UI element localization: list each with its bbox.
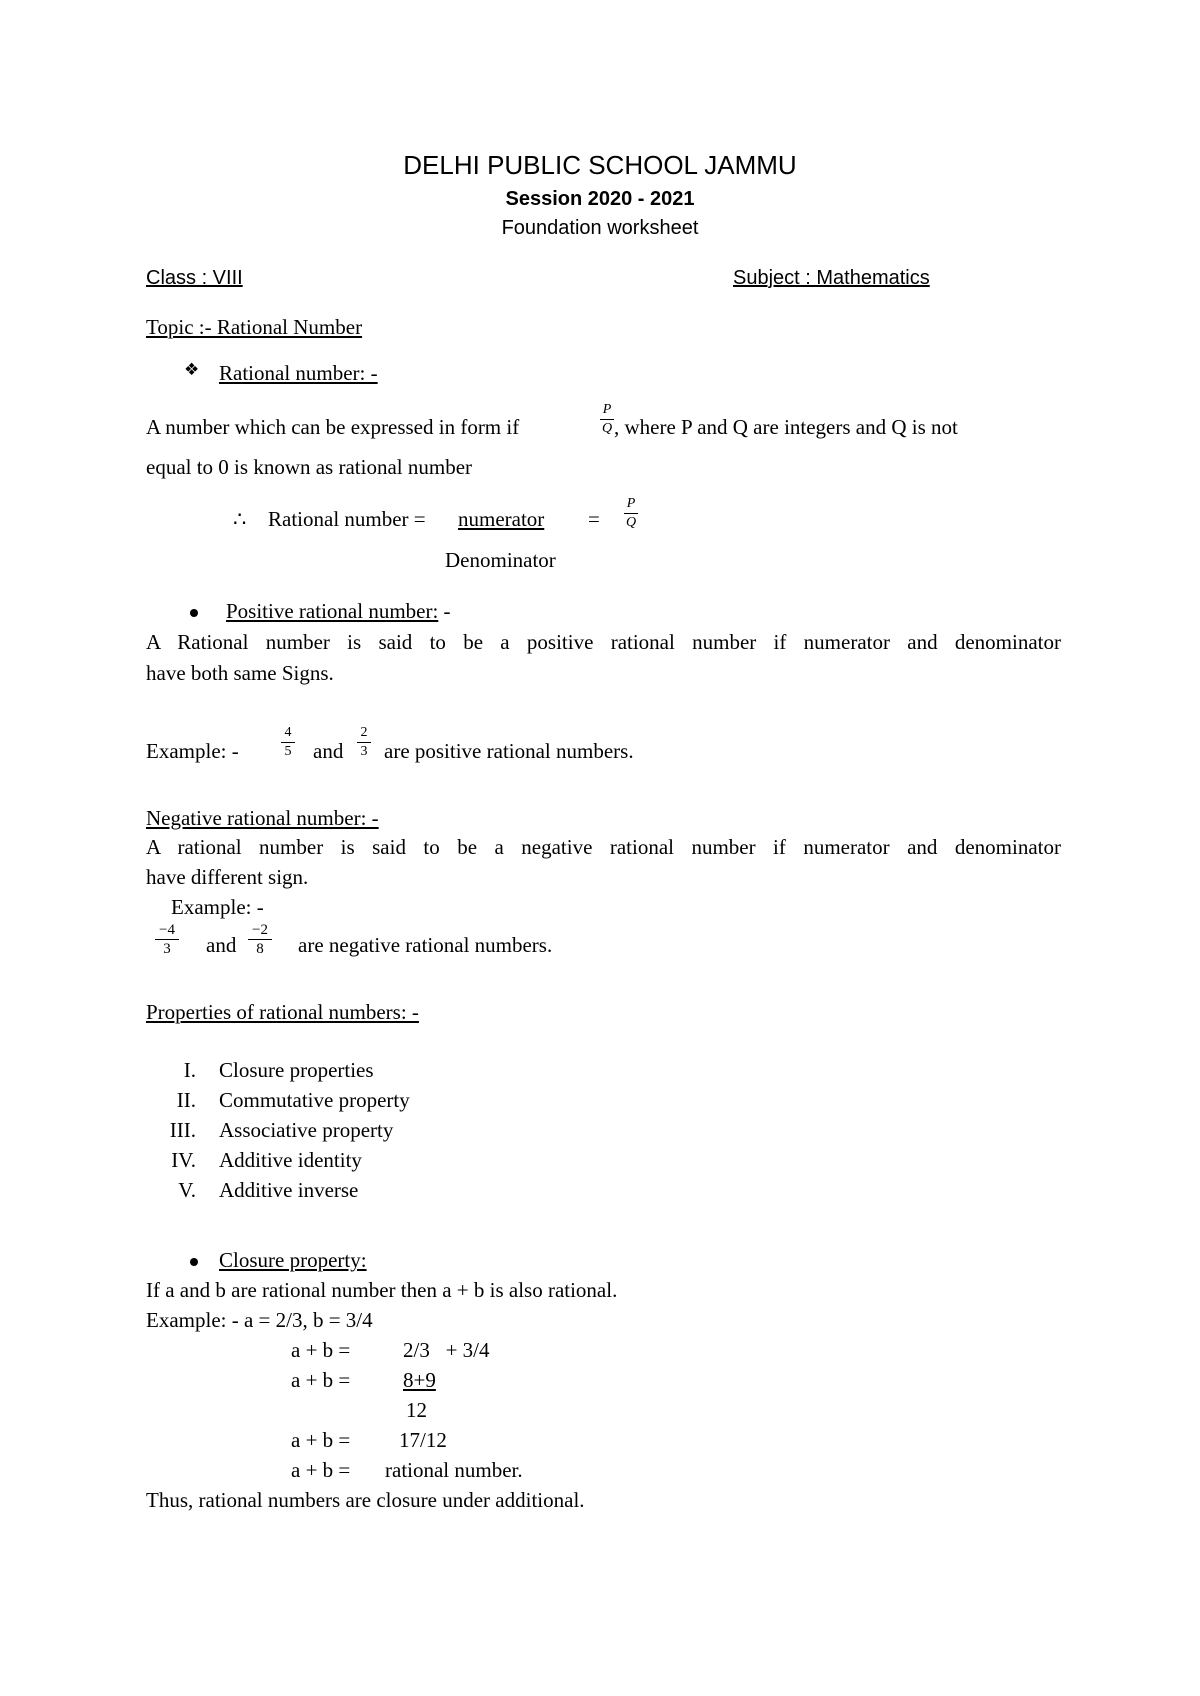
bullet-icon <box>190 609 198 617</box>
negative-heading: Negative rational number: - <box>146 806 379 830</box>
fraction-numerator: −4 <box>159 922 175 938</box>
list-item-number: V. <box>178 1178 196 1202</box>
negative-definition-line2: have different sign. <box>146 865 309 889</box>
rational-heading: Rational number: - <box>219 361 378 385</box>
fraction-denominator: 8 <box>256 941 264 957</box>
list-item-number: I. <box>183 1058 196 1082</box>
negative-example-label: Example: - <box>171 895 264 919</box>
fraction-4-over-5 <box>281 725 295 760</box>
rational-definition-part2: , where P and Q are integers and Q is not <box>614 415 958 439</box>
list-item: Associative property <box>219 1118 394 1142</box>
negative-example-tail: are negative rational numbers. <box>298 933 553 957</box>
closure-conclusion: Thus, rational numbers are closure under additional. <box>146 1488 585 1512</box>
fraction-numerator: P <box>602 402 612 417</box>
step-lhs: a + b = <box>291 1458 351 1482</box>
step-lhs: a + b = <box>291 1338 351 1362</box>
step-rhs: 8+9 <box>403 1368 436 1392</box>
fraction-numerator: 2 <box>360 725 368 740</box>
fraction-denominator: Q <box>601 421 613 436</box>
fraction-p-over-q <box>600 402 614 437</box>
and-text: and <box>206 933 237 957</box>
step-rhs: rational number. <box>385 1458 523 1482</box>
properties-heading: Properties of rational numbers: - <box>146 1000 419 1024</box>
topic: Topic :- Rational Number <box>146 315 363 339</box>
positive-heading: Positive rational number: <box>226 599 439 623</box>
fraction-2-over-3 <box>357 725 371 760</box>
positive-heading-suffix: - <box>443 599 451 623</box>
formula-numerator: numerator <box>458 507 545 531</box>
step-lhs: a + b = <box>291 1368 351 1392</box>
positive-definition-line1: A Rational number is said to be a positive rational number if numerator and denominator <box>146 630 1061 654</box>
closure-example: Example: - a = 2/3, b = 3/4 <box>146 1308 373 1332</box>
list-item: Commutative property <box>219 1088 410 1112</box>
positive-example-label: Example: - <box>146 739 239 763</box>
bullet-icon <box>190 1258 198 1266</box>
list-item-number: III. <box>169 1118 196 1142</box>
fraction-denominator: 3 <box>360 744 368 759</box>
list-item-number: IV. <box>171 1148 196 1172</box>
formula-fraction <box>624 496 638 531</box>
rational-definition-part1: A number which can be expressed in form if <box>146 415 520 439</box>
formula-denominator: Denominator <box>445 548 556 572</box>
negative-definition-line1: A rational number is said to be a negative rational number if numerator and denominator <box>146 835 1061 859</box>
diamond-bullet-icon: ❖ <box>184 360 200 380</box>
fraction-denominator: 3 <box>163 941 171 957</box>
therefore-symbol: ∴ <box>233 507 247 531</box>
worksheet-title: Foundation worksheet <box>501 217 699 239</box>
step-rhs: 2/3 + 3/4 <box>403 1338 490 1362</box>
and-text: and <box>313 739 344 763</box>
list-item: Closure properties <box>219 1058 374 1082</box>
fraction-neg4-over-3 <box>155 922 179 957</box>
fraction-neg2-over-8 <box>248 922 272 957</box>
fraction-numerator: 4 <box>284 725 292 740</box>
step-rhs: 12 <box>406 1398 427 1422</box>
school-name: DELHI PUBLIC SCHOOL JAMMU <box>403 150 797 180</box>
class-label: Class : VIII <box>146 267 243 289</box>
formula-label: Rational number = <box>268 507 426 531</box>
closure-definition: If a and b are rational number then a + b is also rational. <box>146 1278 618 1302</box>
subject-label: Subject : Mathematics <box>733 267 930 289</box>
list-item-number: II. <box>176 1088 196 1112</box>
formula-fraction-denominator: Q <box>625 515 637 530</box>
fraction-numerator: −2 <box>252 922 268 938</box>
step-lhs: a + b = <box>291 1428 351 1452</box>
formula-fraction-numerator: P <box>626 496 636 511</box>
list-item: Additive inverse <box>219 1178 359 1202</box>
positive-definition-line2: have both same Signs. <box>146 661 334 685</box>
closure-heading: Closure property: <box>219 1248 367 1272</box>
rational-definition-line2: equal to 0 is known as rational number <box>146 455 473 479</box>
step-rhs: 17/12 <box>399 1428 447 1452</box>
formula-equals: = <box>588 507 600 531</box>
positive-example-tail: are positive rational numbers. <box>384 739 634 763</box>
fraction-denominator: 5 <box>284 744 292 759</box>
list-item: Additive identity <box>219 1148 362 1172</box>
session: Session 2020 - 2021 <box>505 188 695 210</box>
